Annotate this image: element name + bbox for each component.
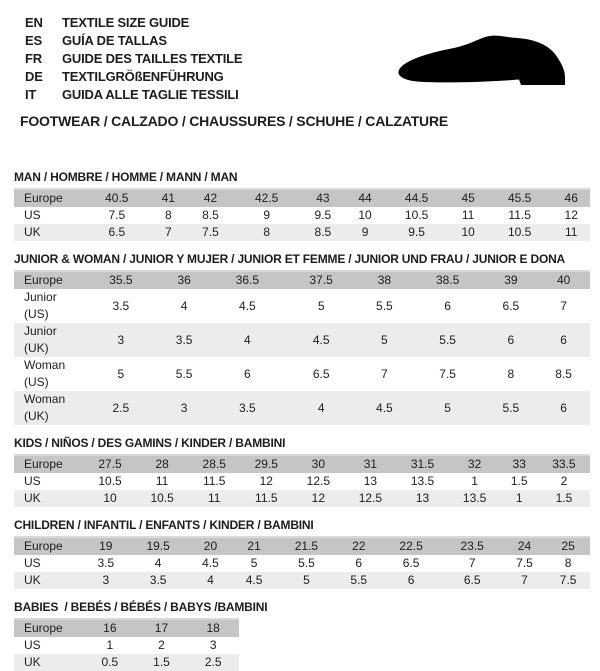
size-cell: 12 — [292, 490, 344, 507]
language-title: GUIDE DES TAILLES TEXTILE — [62, 51, 243, 66]
size-cell: 19.5 — [128, 537, 189, 555]
language-code: FR — [25, 51, 42, 66]
size-cell: 11.5 — [188, 473, 240, 490]
table-row — [14, 323, 590, 357]
row-label: UK — [14, 572, 84, 589]
size-table-section — [14, 437, 590, 507]
size-cell: 11.5 — [240, 490, 292, 507]
size-cell: 13 — [396, 490, 448, 507]
size-cell: 16 — [84, 619, 136, 637]
size-cell: 3 — [84, 572, 128, 589]
size-cell: 17 — [136, 619, 188, 637]
table-title: KIDS / NIÑOS / DES GAMINS / KINDER / BAMBINI — [14, 436, 286, 450]
size-cell: 9 — [234, 207, 300, 224]
size-cell: 11 — [136, 473, 188, 490]
table-row — [14, 455, 590, 473]
size-cell: 5.5 — [158, 357, 211, 391]
language-code: IT — [25, 87, 37, 102]
row-label: Junior (UK) — [14, 323, 84, 357]
size-cell: 44.5 — [384, 189, 450, 207]
size-cell: 23.5 — [442, 537, 503, 555]
size-cell: 3.5 — [158, 323, 211, 357]
size-cell: 11 — [552, 224, 590, 241]
table-row — [14, 289, 590, 323]
size-cell: 5.5 — [485, 391, 538, 425]
size-cell: 32 — [449, 455, 501, 473]
size-cell: 7 — [442, 555, 503, 572]
size-cell: 6 — [337, 555, 381, 572]
size-table-section — [14, 253, 590, 425]
size-cell: 1.5 — [136, 654, 188, 671]
size-cell: 1 — [501, 490, 538, 507]
size-cell: 33 — [501, 455, 538, 473]
table-title: MAN / HOMBRE / HOMME / MANN / MAN — [14, 170, 238, 184]
row-label: UK — [14, 490, 84, 507]
size-cell: 5.5 — [358, 289, 411, 323]
size-cell: 6.5 — [485, 289, 538, 323]
size-cell: 13.5 — [449, 490, 501, 507]
size-cell: 11 — [449, 207, 487, 224]
size-cell: 8 — [546, 555, 590, 572]
table-row — [14, 473, 590, 490]
size-cell: 6 — [485, 323, 538, 357]
size-cell: 39 — [485, 271, 538, 289]
table-row — [14, 357, 590, 391]
size-cell: 45.5 — [487, 189, 553, 207]
size-cell: 9.5 — [299, 207, 346, 224]
size-cell: 6 — [381, 572, 442, 589]
size-cell: 10 — [346, 207, 384, 224]
size-cell: 43 — [299, 189, 346, 207]
size-cell: 6.5 — [381, 555, 442, 572]
size-cell: 6.5 — [442, 572, 503, 589]
size-cell: 3.5 — [128, 572, 189, 589]
size-cell: 2 — [538, 473, 590, 490]
size-cell: 2.5 — [187, 654, 239, 671]
size-cell: 3.5 — [210, 391, 284, 425]
table-row — [14, 637, 239, 654]
size-cell: 33.5 — [538, 455, 590, 473]
size-cell: 46 — [552, 189, 590, 207]
size-cell: 22.5 — [381, 537, 442, 555]
size-cell: 5 — [232, 555, 276, 572]
size-cell: 36.5 — [210, 271, 284, 289]
language-title: GUÍA DE TALLAS — [62, 33, 167, 48]
language-code: EN — [25, 15, 43, 30]
language-code: ES — [25, 33, 42, 48]
size-cell: 11 — [188, 490, 240, 507]
language-title: GUIDA ALLE TAGLIE TESSILI — [62, 87, 239, 102]
size-cell: 4.5 — [284, 323, 358, 357]
shoe-silhouette-icon — [399, 34, 569, 94]
size-cell: 12 — [552, 207, 590, 224]
table-row — [14, 572, 590, 589]
size-cell: 24 — [503, 537, 547, 555]
size-cell: 40.5 — [84, 189, 150, 207]
size-cell: 5 — [284, 289, 358, 323]
row-label: Europe — [14, 537, 84, 555]
row-label: Europe — [14, 619, 84, 637]
size-cell: 7 — [537, 289, 590, 323]
size-cell: 3.5 — [84, 289, 158, 323]
row-label: Europe — [14, 189, 84, 207]
table-row — [14, 207, 590, 224]
size-cell: 8 — [150, 207, 188, 224]
size-cell: 4.5 — [358, 391, 411, 425]
size-cell: 6 — [210, 357, 284, 391]
row-label: US — [14, 555, 84, 572]
size-table — [14, 454, 590, 507]
size-cell: 6 — [537, 391, 590, 425]
size-cell: 44 — [346, 189, 384, 207]
row-label: Europe — [14, 455, 84, 473]
row-label: Europe — [14, 271, 84, 289]
size-cell: 4 — [158, 289, 211, 323]
size-cell: 7 — [503, 572, 547, 589]
size-cell: 12.5 — [292, 473, 344, 490]
row-label: US — [14, 637, 84, 654]
size-table-section — [14, 519, 590, 589]
size-cell: 13.5 — [396, 473, 448, 490]
size-cell: 3 — [158, 391, 211, 425]
size-cell: 4 — [210, 323, 284, 357]
language-code: DE — [25, 69, 43, 84]
size-cell: 20 — [189, 537, 233, 555]
size-cell: 2 — [136, 637, 188, 654]
size-cell: 10.5 — [487, 224, 553, 241]
size-cell: 41 — [150, 189, 188, 207]
size-cell: 12.5 — [344, 490, 396, 507]
shoe-icon-svg — [399, 34, 569, 94]
size-cell: 13 — [344, 473, 396, 490]
table-row — [14, 555, 590, 572]
size-cell: 31 — [344, 455, 396, 473]
table-row — [14, 537, 590, 555]
size-cell: 9.5 — [384, 224, 450, 241]
size-cell: 45 — [449, 189, 487, 207]
size-cell: 35.5 — [84, 271, 158, 289]
size-cell: 4 — [284, 391, 358, 425]
size-cell: 42.5 — [234, 189, 300, 207]
size-cell: 28 — [136, 455, 188, 473]
size-cell: 1.5 — [538, 490, 590, 507]
size-cell: 27.5 — [84, 455, 136, 473]
table-row — [14, 490, 590, 507]
size-cell: 10.5 — [136, 490, 188, 507]
size-cell: 31.5 — [396, 455, 448, 473]
size-cell: 11.5 — [487, 207, 553, 224]
table-row — [14, 224, 590, 241]
size-cell: 8.5 — [537, 357, 590, 391]
row-label: UK — [14, 654, 84, 671]
size-table — [14, 188, 590, 241]
size-cell: 30 — [292, 455, 344, 473]
size-cell: 25 — [546, 537, 590, 555]
size-cell: 38 — [358, 271, 411, 289]
size-cell: 10 — [84, 490, 136, 507]
size-cell: 6 — [411, 289, 485, 323]
size-cell: 1 — [449, 473, 501, 490]
size-cell: 1 — [84, 637, 136, 654]
size-cell: 10 — [449, 224, 487, 241]
size-cell: 21 — [232, 537, 276, 555]
size-table — [14, 536, 590, 589]
size-cell: 5.5 — [276, 555, 337, 572]
size-cell: 2.5 — [84, 391, 158, 425]
size-cell: 6 — [537, 323, 590, 357]
row-label: US — [14, 473, 84, 490]
size-cell: 40 — [537, 271, 590, 289]
size-cell: 6.5 — [84, 224, 150, 241]
size-cell: 37.5 — [284, 271, 358, 289]
size-cell: 38.5 — [411, 271, 485, 289]
size-cell: 4.5 — [189, 555, 233, 572]
size-cell: 4.5 — [232, 572, 276, 589]
category-title: FOOTWEAR / CALZADO / CHAUSSURES / SCHUHE / CALZATURE — [20, 113, 449, 129]
size-cell: 4 — [128, 555, 189, 572]
size-cell: 1.5 — [501, 473, 538, 490]
size-table — [14, 618, 239, 671]
size-cell: 5 — [276, 572, 337, 589]
size-cell: 7.5 — [503, 555, 547, 572]
size-cell: 10.5 — [84, 473, 136, 490]
size-cell: 8 — [485, 357, 538, 391]
size-tables — [0, 171, 600, 671]
table-row — [14, 271, 590, 289]
size-cell: 5.5 — [337, 572, 381, 589]
size-cell: 4.5 — [210, 289, 284, 323]
size-cell: 7 — [150, 224, 188, 241]
size-cell: 42 — [187, 189, 234, 207]
size-table-section — [14, 171, 590, 241]
size-cell: 28.5 — [188, 455, 240, 473]
size-cell: 0.5 — [84, 654, 136, 671]
size-cell: 7.5 — [84, 207, 150, 224]
size-cell: 18 — [187, 619, 239, 637]
size-cell: 21.5 — [276, 537, 337, 555]
size-cell: 8 — [234, 224, 300, 241]
size-cell: 3 — [187, 637, 239, 654]
table-title: JUNIOR & WOMAN / JUNIOR Y MUJER / JUNIOR ET FEMME / JUNIOR UND FRAU / JUNIOR E DONA — [14, 252, 566, 266]
size-table — [14, 270, 590, 425]
table-row — [14, 391, 590, 425]
size-cell: 5 — [84, 357, 158, 391]
size-cell: 7.5 — [546, 572, 590, 589]
row-label: Woman (UK) — [14, 391, 84, 425]
table-row — [14, 619, 239, 637]
language-title: TEXTILGRÖßENFÜHRUNG — [62, 69, 224, 84]
language-title: TEXTILE SIZE GUIDE — [62, 15, 190, 30]
size-cell: 8.5 — [187, 207, 234, 224]
row-label: Junior (US) — [14, 289, 84, 323]
size-cell: 6.5 — [284, 357, 358, 391]
size-cell: 3 — [84, 323, 158, 357]
size-cell: 4 — [189, 572, 233, 589]
size-cell: 29.5 — [240, 455, 292, 473]
size-cell: 7 — [358, 357, 411, 391]
table-title: CHILDREN / INFANTIL / ENFANTS / KINDER / BAMBINI — [14, 518, 314, 532]
size-cell: 5 — [411, 391, 485, 425]
size-cell: 36 — [158, 271, 211, 289]
size-cell: 7.5 — [411, 357, 485, 391]
size-cell: 12 — [240, 473, 292, 490]
size-cell: 3.5 — [84, 555, 128, 572]
language-row-en — [25, 14, 600, 32]
table-row — [14, 189, 590, 207]
size-cell: 7.5 — [187, 224, 234, 241]
size-cell: 5.5 — [411, 323, 485, 357]
size-cell: 19 — [84, 537, 128, 555]
size-table-section — [14, 601, 590, 671]
table-row — [14, 654, 239, 671]
size-cell: 10.5 — [384, 207, 450, 224]
row-label: UK — [14, 224, 84, 241]
table-title: BABIES / BEBÉS / BÉBÉS / BABYS /BAMBINI — [14, 600, 268, 614]
size-cell: 9 — [346, 224, 384, 241]
row-label: US — [14, 207, 84, 224]
size-cell: 8.5 — [299, 224, 346, 241]
size-cell: 5 — [358, 323, 411, 357]
row-label: Woman (US) — [14, 357, 84, 391]
size-cell: 22 — [337, 537, 381, 555]
